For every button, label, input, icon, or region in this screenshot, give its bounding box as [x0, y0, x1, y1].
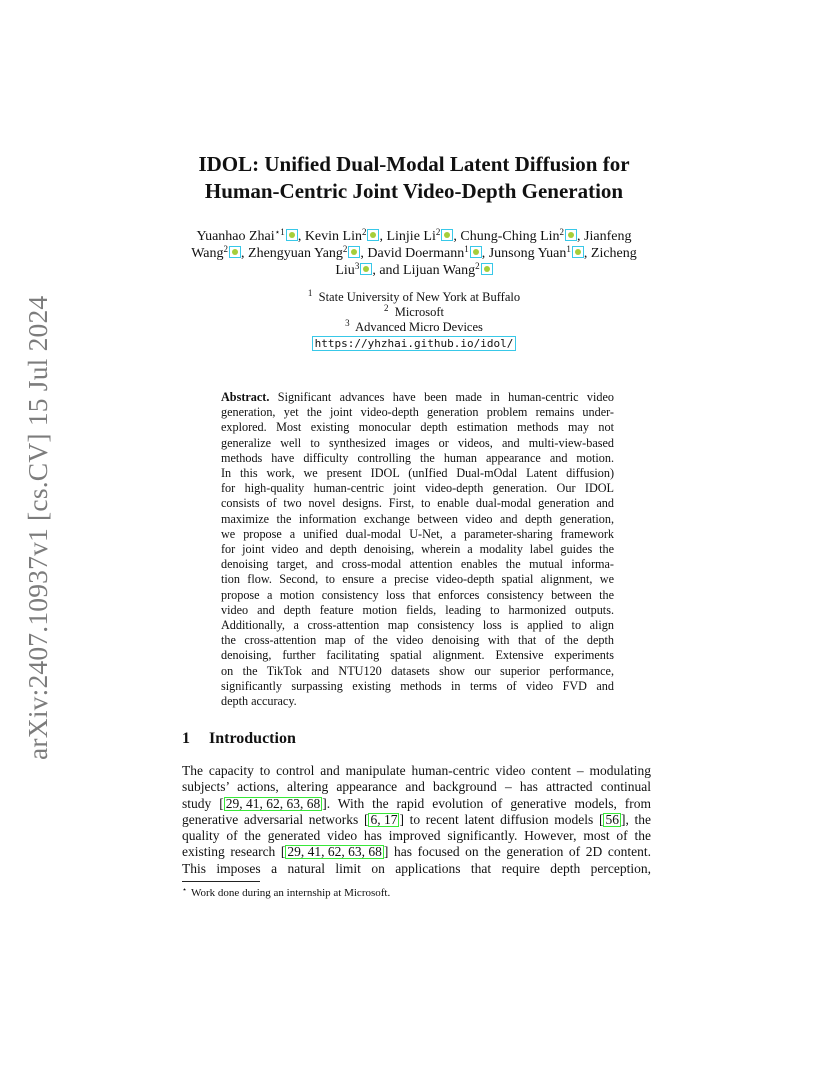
body-line: This imposes a natural limit on applications that require depth perception, [182, 860, 651, 876]
abstract-line: video and depth feature motion fields, leading to harmonized outputs. [221, 602, 614, 617]
author-affiliation-mark: 2 [342, 244, 348, 254]
citation-link[interactable]: 6, 17 [370, 811, 398, 827]
author-affiliation-mark: 2 [559, 227, 565, 237]
body-text-fragment: to recent latent diffusion models [409, 811, 594, 827]
author-name-part: Zicheng [590, 246, 637, 261]
author-name: Linjie Li [386, 229, 436, 244]
abstract-line: denoising, further facilitating spatial alignment. Extensive experiments [221, 648, 614, 663]
body-text-fragment: . With the rapid evolution of generative models, from [326, 795, 652, 811]
author-name: Kevin Lin [304, 229, 362, 244]
author-affiliation-mark: 2 [475, 261, 480, 271]
author-affiliation-mark: 2 [223, 244, 229, 254]
author-list [180, 228, 648, 279]
orcid-icon[interactable] [367, 229, 379, 241]
section-heading [182, 729, 296, 749]
body-text-fragment: study [182, 795, 212, 811]
affiliation-number: 1 [307, 288, 313, 298]
abstract-line: we propose a unified dual-modal U-Net, a parameter-sharing framework [221, 526, 614, 541]
abstract-line: on the TikTok and NTU120 datasets show our superior performance, [221, 663, 614, 678]
abstract-line: depth accuracy. [221, 694, 297, 709]
orcid-icon[interactable] [441, 229, 453, 241]
author-name-part: Jianfeng [584, 229, 632, 244]
author-name: David Doermann [367, 246, 465, 261]
abstract-line: propose a motion consistency loss that enforces consistency between the [221, 587, 614, 602]
author-name: Junsong Yuan [488, 246, 567, 261]
paper-title [150, 151, 678, 205]
author-affiliation-mark: 1 [464, 244, 469, 254]
author-name: Zhengyuan Yang [248, 246, 343, 261]
abstract-line: In this work, we present IDOL (unIfied Dual-mOdal Latent diffusion) [221, 466, 614, 481]
author-row-3: Liu$^3$ , and Lijuan Wang$^2$ [180, 262, 648, 279]
abstract-line: tion flow. Second, to ensure a precise video-depth spatial alignment, we [221, 572, 614, 587]
footnote [182, 886, 390, 900]
citation-link[interactable]: 29, 41, 62, 63, 68 [287, 844, 382, 860]
abstract-line: explored. Most existing monocular depth estimation methods may not [221, 420, 614, 435]
body-line: The capacity to control and manipulate human-centric video content – modulating [182, 763, 651, 778]
orcid-icon[interactable] [481, 263, 493, 275]
author-name-part: Liu [335, 263, 355, 278]
author-row-1: Yuanhao Zhai$^{⋆1}$ , Kevin Lin$^2$ , Linjie Li$^2$ , Chung-Ching Lin$^2$ , Jianfeng [196, 227, 632, 244]
orcid-icon[interactable] [572, 246, 584, 258]
author-affiliation-mark: 2 [361, 227, 367, 237]
abstract-line: significantly surpassing existing methods in terms of video FVD and [221, 678, 614, 693]
abstract-line: generation, yet the joint video-depth generation problem remains under- [221, 405, 614, 420]
affiliation-name: Microsoft [394, 305, 445, 319]
abstract-line: generalize well to synthesized images or videos, and multi-view-based [221, 435, 614, 450]
project-url-link[interactable]: https://yhzhai.github.io/idol/ [312, 336, 517, 351]
body-text-fragment: , the [625, 811, 651, 827]
paper-title-line-2: Human-Centric Joint Video-Depth Generation [204, 179, 624, 203]
affiliation-item [230, 305, 598, 320]
orcid-icon[interactable] [470, 246, 482, 258]
footnote-text: Work done during an internship at Microsoft. [191, 887, 391, 899]
abstract-label: Abstract. [221, 390, 270, 404]
body-line: quality of the generated video has improved significantly. However, most of the [182, 828, 651, 844]
body-text-fragment: has focused on the generation of 2D content. [394, 844, 651, 860]
introduction-paragraph [182, 763, 651, 877]
author-row-2: Wang$^2$ , Zhengyuan Yang$^2$ , David Doermann$^1$ , Junsong Yuan$^1$ , Zicheng [191, 244, 637, 261]
abstract-line: Additionally, a cross-attention map consistency loss is applied to align [221, 618, 614, 633]
affiliation-list [230, 290, 598, 351]
abstract-line: consists of two novel designs. First, to enable dual-modal generation and [221, 496, 614, 511]
section-number: 1 [182, 730, 190, 747]
body-text-fragment: existing research [182, 844, 276, 860]
affiliation-name: Advanced Micro Devices [355, 320, 483, 334]
body-line: existing research [ 29, 41, 62, 63, 68 ] has focused on the generation of 2D content. [182, 844, 651, 860]
affiliation-item [230, 320, 598, 335]
author-affiliation-mark: 2 [435, 227, 441, 237]
affiliation-name: State University of New York at Buffalo [318, 290, 521, 304]
abstract-line: the cross-attention map of the video denoising with that of the depth [221, 633, 614, 648]
abstract-line: denoising target, and cross-modal attention enables the mutual informa- [221, 557, 614, 572]
orcid-icon[interactable] [565, 229, 577, 241]
author-name: Chung-Ching Lin [460, 229, 560, 244]
affiliation-url-row [230, 335, 598, 351]
abstract-text: Significant advances have been made in human-centric video [277, 390, 614, 404]
author-name: Lijuan Wang [403, 263, 476, 278]
abstract-block [221, 390, 614, 709]
orcid-icon[interactable] [348, 246, 360, 258]
paper-title-line-1: IDOL: Unified Dual-Modal Latent Diffusion for [198, 152, 630, 176]
author-name-part: Wang [191, 246, 224, 261]
abstract-line: for joint video and depth denoising, wherein a modality label guides the [221, 542, 614, 557]
abstract-line: maximize the information exchange between video and depth generation, [221, 511, 614, 526]
citation-link[interactable]: 56 [605, 811, 619, 827]
abstract-line: for high-quality human-centric joint video-depth generation. Our IDOL [221, 481, 614, 496]
abstract-line: methods have difficulty controlling the human appearance and motion. [221, 450, 614, 465]
author-conjunction: and [379, 263, 400, 278]
orcid-icon[interactable] [229, 246, 241, 258]
abstract-line [221, 390, 614, 405]
citation-link[interactable]: 29, 41, 62, 63, 68 [225, 795, 321, 811]
body-text-fragment: generative adversarial networks [182, 811, 359, 827]
arxiv-identifier-stamp: arXiv:2407.10937v1 [cs.CV] 15 Jul 2024 [22, 295, 53, 760]
body-line: study [ 29, 41, 62, 63, 68 ]. With the rapid evolution of generative models, from [182, 795, 652, 811]
footnote-divider [182, 881, 260, 882]
orcid-icon[interactable] [286, 229, 298, 241]
affiliation-number: 3 [345, 318, 350, 328]
footnote-mark: ⋆ [182, 885, 188, 894]
affiliation-item [230, 290, 598, 305]
author-name: Yuanhao Zhai [196, 229, 275, 244]
section-title: Introduction [209, 730, 296, 747]
body-line: generative adversarial networks [ 6, 17 ] to recent latent diffusion models [ 56 ], the [182, 811, 651, 827]
affiliation-number: 2 [383, 303, 389, 313]
author-affiliation-mark: 1 [566, 244, 571, 254]
author-affiliation-mark: 3 [354, 261, 360, 271]
body-line: subjects’ actions, altering appearance and background – has attracted continual [182, 779, 651, 795]
author-affiliation-mark: ⋆1 [274, 227, 285, 237]
orcid-icon[interactable] [360, 263, 372, 275]
